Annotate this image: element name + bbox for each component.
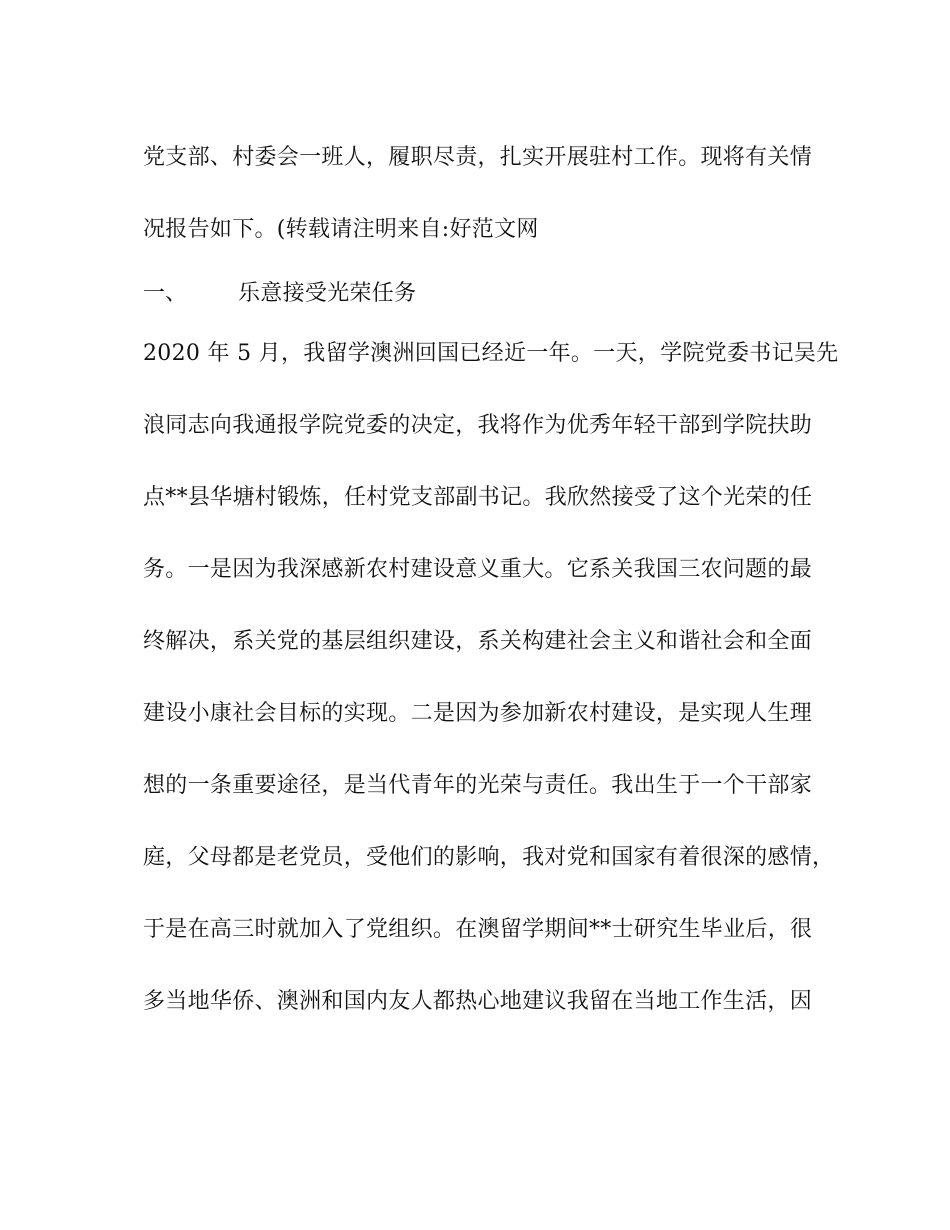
text-line: 于是在高三时就加入了党组织。在澳留学期间**士研究生毕业后，很 (143, 917, 813, 942)
text-line: 点**县华塘村锻炼，任村党支部副书记。我欣然接受了这个光荣的任 (143, 485, 813, 510)
text-line: 浪同志向我通报学院党委的决定，我将作为优秀年轻干部到学院扶助 (143, 413, 813, 438)
section-title: 乐意接受光荣任务 (238, 281, 417, 306)
text-line: 务。一是因为我深感新农村建设意义重大。它系关我国三农问题的最 (143, 557, 813, 582)
text-line: 况报告如下。(转载请注明来自:好范文网 (143, 217, 539, 242)
text-line: 建设小康社会目标的实现。二是因为参加新农村建设，是实现人生理 (143, 701, 813, 726)
text-line: 庭，父母都是老党员，受他们的影响，我对党和国家有着很深的感情， (143, 845, 835, 870)
text-line: 2020 年 5 月，我留学澳洲回国已经近一年。一天，学院党委书记吴先 (143, 341, 839, 366)
section-number: 一、 (143, 281, 188, 306)
text-line: 党支部、村委会一班人，履职尽责，扎实开展驻村工作。现将有关情 (143, 145, 813, 170)
text-line: 想的一条重要途径，是当代青年的光荣与责任。我出生于一个干部家 (143, 773, 813, 798)
text-line: 终解决，系关党的基层组织建设，系关构建社会主义和谐社会和全面 (143, 629, 813, 654)
text-line: 多当地华侨、澳洲和国内友人都热心地建议我留在当地工作生活，因 (143, 989, 813, 1014)
